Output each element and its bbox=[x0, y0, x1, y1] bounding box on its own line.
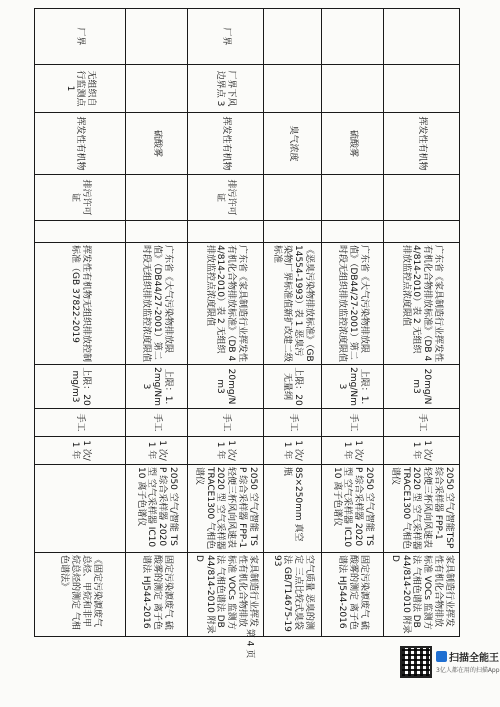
table-cell-c9: 1 次/1 年 bbox=[264, 437, 322, 465]
table-cell-c5 bbox=[35, 221, 126, 243]
table-cell-c11: 空气质量 恶臭的测定 三点比较式臭袋法 GB/T14675-1993 bbox=[264, 553, 322, 637]
table-cell-c4 bbox=[322, 175, 384, 221]
table-cell-c9: 1 次/1 年 bbox=[384, 437, 460, 465]
table-cell-c8: 手工 bbox=[126, 409, 188, 437]
table-cell-c6: 《恶臭污染物排放标准》（GB 14554-1993）表 1 恶臭污染物厂界标准值新扩改建二级标准 bbox=[264, 243, 322, 365]
table-row bbox=[126, 9, 188, 637]
scanner-brand: 扫描全能王 bbox=[449, 653, 499, 664]
table-cell-c5 bbox=[126, 221, 188, 243]
table-cell-c5 bbox=[188, 221, 264, 243]
table-cell-c8: 手工 bbox=[384, 409, 460, 437]
table-cell-c9: 1 次/1 年 bbox=[188, 437, 264, 465]
table-cell-c5 bbox=[322, 221, 384, 243]
table-cell-c7: 20mg/Nm3 bbox=[384, 365, 460, 409]
table-cell-c2 bbox=[384, 65, 460, 113]
table-cell-c7: 上限：20mg/m3 bbox=[35, 365, 126, 409]
table-cell-c10: 2050 空气/智能 TSP 综合采样器 FPP-1 轻便三杯风向风速表 2020 型 空气采样器 TRACE1300 气相色谱仪 bbox=[188, 465, 264, 553]
table-cell-c3: 硫酸雾 bbox=[322, 113, 384, 175]
table-cell-c1: 厂界 bbox=[188, 9, 264, 65]
table-cell-c11: 家具制造行业挥发性有机化合物排放标准 VOCs 监测方法 气相色谱法 DB 44/814-2010 附录 D bbox=[384, 553, 460, 637]
table-cell-c9: 1 次/1 年 bbox=[322, 437, 384, 465]
table-cell-c3: 挥发性有机物 bbox=[188, 113, 264, 175]
rotated-table-frame bbox=[35, 8, 460, 636]
table-cell-c1 bbox=[264, 9, 322, 65]
table-cell-c2: 厂界下风边界点 3 bbox=[188, 65, 264, 113]
table-cell-c2: 无组织自行监测点 1 bbox=[35, 65, 126, 113]
table-cell-c2 bbox=[322, 65, 384, 113]
table-cell-c8: 手工 bbox=[35, 409, 126, 437]
table-cell-c10: 2050 空气/智能TSP 综合采样器 FPP-1 轻便三杯风向风速表 2020 型 空气采样器 TRACE1300 气相色谱仪 bbox=[384, 465, 460, 553]
table-cell-c7: 20mg/Nm3 bbox=[188, 365, 264, 409]
monitoring-table-sheet bbox=[35, 8, 460, 636]
table-cell-c4: 排污许可证 bbox=[188, 175, 264, 221]
table-cell-c4 bbox=[264, 175, 322, 221]
table-cell-c10: 2050 空气/智能 TSP 综合采样器 2020 型 空气采样器 IC1010 离子色谱仪 bbox=[322, 465, 384, 553]
table-cell-c11: 固定污染源废气 硫酸雾的测定 离子色谱法 HJ544-2016 bbox=[322, 553, 384, 637]
page-number: 第 4 页 bbox=[244, 628, 255, 659]
table-cell-c6: 广东省《家具制造行业挥发性有机化合物排放标准》（DB 44/814-2010）表 2 无组织排放监控点浓度限值 bbox=[188, 243, 264, 365]
table-cell-c4 bbox=[126, 175, 188, 221]
table-cell-c6: 广东省《家具制造行业挥发性有机化合物排放标准》（DB 44/814-2010）表 2 无组织排放监控点浓度限值 bbox=[384, 243, 460, 365]
table-cell-c10 bbox=[35, 465, 126, 553]
table-cell-c8: 手工 bbox=[188, 409, 264, 437]
table-cell-c9: 1 次/1 年 bbox=[35, 437, 126, 465]
table-row bbox=[384, 9, 460, 637]
table-cell-c11: 《固定污染源废气 总烃、甲烷和非甲烷总烃的测定 气相色谱法》 bbox=[35, 553, 126, 637]
table-cell-c1: 厂界 bbox=[35, 9, 126, 65]
table-cell-c2 bbox=[126, 65, 188, 113]
table-cell-c6: 广东省《大气污染物排放限值》（DB44/27-2001）第二时段无组织排放监控浓度限值 bbox=[322, 243, 384, 365]
table-cell-c5 bbox=[264, 221, 322, 243]
table-cell-c3: 挥发性有机物 bbox=[384, 113, 460, 175]
table-cell-c6: 广东省《大气污染物排放限值》（DB44/27-2001）第二时段无组织排放监控浓度限值 bbox=[126, 243, 188, 365]
table-cell-c1 bbox=[126, 9, 188, 65]
scanner-tagline: 3亿人都在用的扫描App bbox=[436, 667, 500, 674]
table-cell-c9: 1 次/1 年 bbox=[126, 437, 188, 465]
scanner-watermark bbox=[400, 646, 500, 698]
table-cell-c3: 臭气浓度 bbox=[264, 113, 322, 175]
table-cell-c7: 上限：1.2mg/Nm3 bbox=[322, 365, 384, 409]
qr-code-icon bbox=[400, 646, 432, 678]
table-cell-c1 bbox=[384, 9, 460, 65]
table-row bbox=[188, 9, 264, 637]
table-cell-c1 bbox=[322, 9, 384, 65]
table-row bbox=[322, 9, 384, 637]
table-cell-c8: 手工 bbox=[264, 409, 322, 437]
table-row bbox=[264, 9, 322, 637]
table-cell-c3: 硫酸雾 bbox=[126, 113, 188, 175]
table-cell-c5 bbox=[384, 221, 460, 243]
table-cell-c7: 上限：20 无量纲 bbox=[264, 365, 322, 409]
table-cell-c11: 固定污染源废气 硫酸雾的测定 离子色谱法 HJ544-2016 bbox=[126, 553, 188, 637]
table-cell-c8: 手工 bbox=[322, 409, 384, 437]
monitoring-table bbox=[34, 8, 460, 637]
table-cell-c3: 挥发性有机物 bbox=[35, 113, 126, 175]
table-cell-c4: 排污许可证 bbox=[35, 175, 126, 221]
table-cell-c4 bbox=[384, 175, 460, 221]
table-cell-c7: 上限：1.2mg/Nm3 bbox=[126, 365, 188, 409]
table-row bbox=[35, 9, 126, 637]
table-cell-c10: 2050 空气/智能 TSP 综合采样器 2020 型 空气采样器 IC1010 离子色谱仪 bbox=[126, 465, 188, 553]
camscanner-logo-icon bbox=[436, 651, 447, 662]
table-cell-c2 bbox=[264, 65, 322, 113]
table-cell-c11: 家具制造行业挥发性有机化合物排放标准 VOCs 监测方法 气相色谱法 DB 44/814-2010 附录 D bbox=[188, 553, 264, 637]
table-cell-c6: 挥发性有机物无组织排放控制标准（GB 37822-2019 bbox=[35, 243, 126, 365]
table-cell-c10: 8S×250mm 真空瓶 bbox=[264, 465, 322, 553]
